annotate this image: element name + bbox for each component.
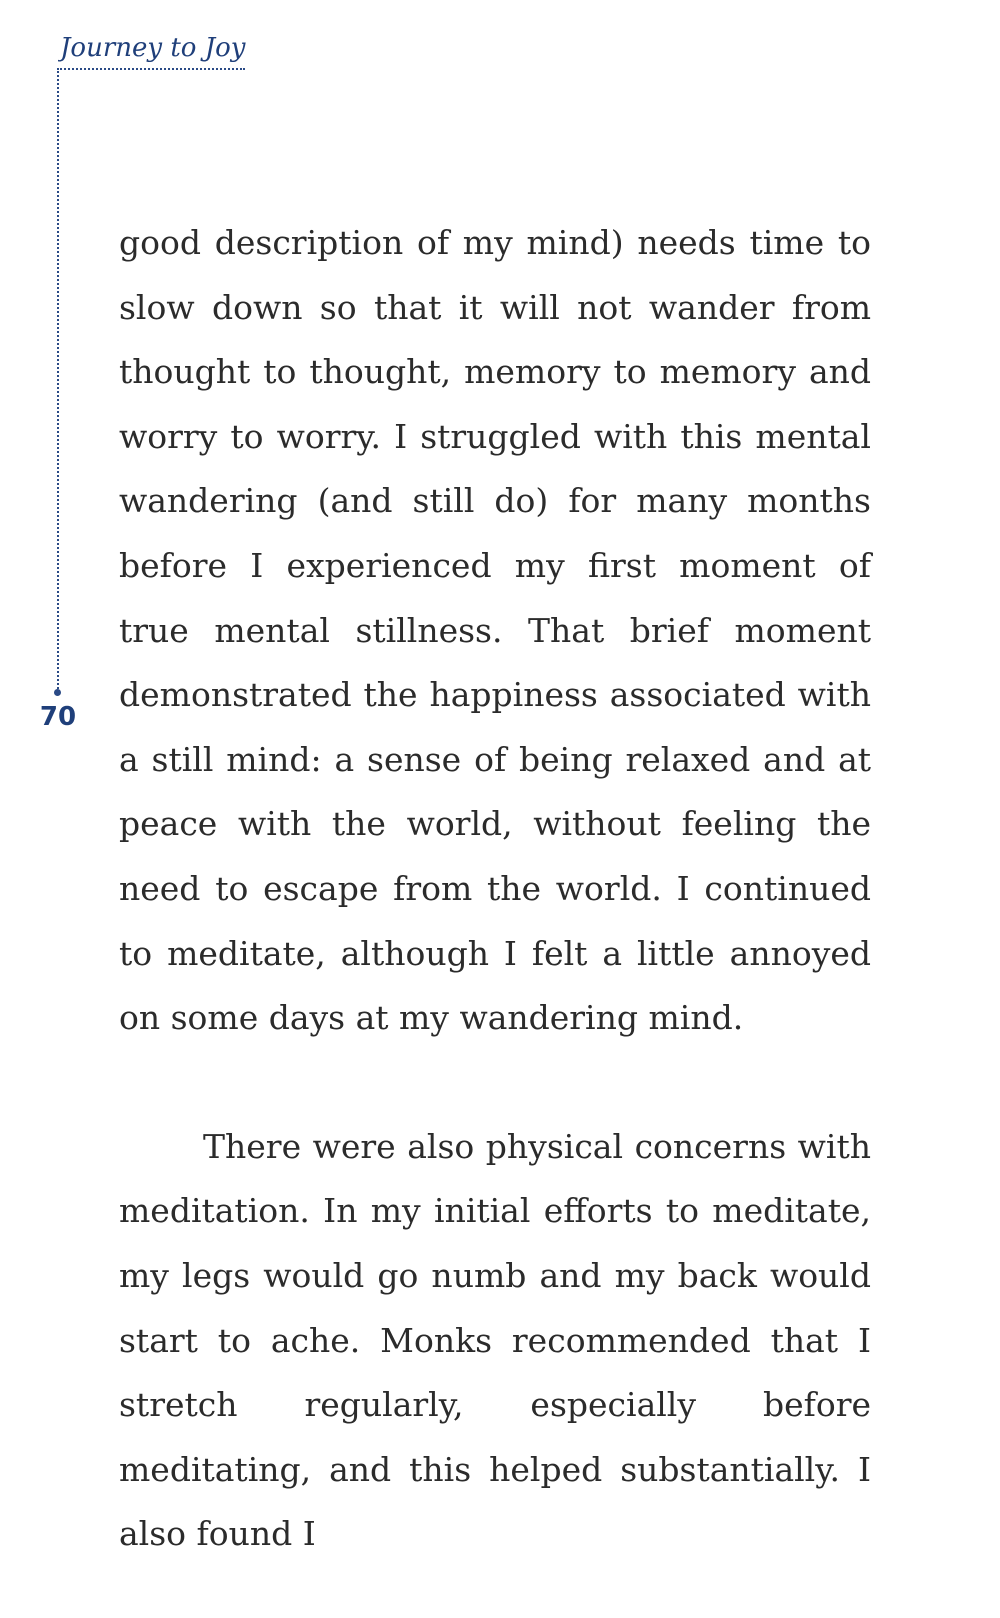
margin-rule-end-dot [54,689,61,696]
page-number: 70 [39,702,77,732]
running-title-script [58,24,268,68]
header-dotted-rule [57,68,245,70]
running-title-text: Journey to Joy [60,33,246,63]
paragraph: There were also physical concerns with meditation. In my initial efforts to meditate, my legs would go numb and my back would start to ache. Monks recommended that I stretch regularly, especially before meditating, and this helped substantially. I also found I [119,1126,871,1554]
paragraph: good description of my mind) needs time to slow down so that it will not wander from thought to thought, memory to memory and worry to worry. I struggled with this mental wandering (and still do) for many months before I experienced my first moment of true mental stillness. That brief moment demonstrated the happiness associated with a still mind: a sense of being relaxed and at peace with the world, without feeling the need to escape from the world. I continued to meditate, although I felt a little annoyed on some days at my wandering mind. [119,223,871,1038]
margin-dotted-rule [57,68,59,692]
body-text [119,211,871,1567]
running-title [58,24,268,68]
